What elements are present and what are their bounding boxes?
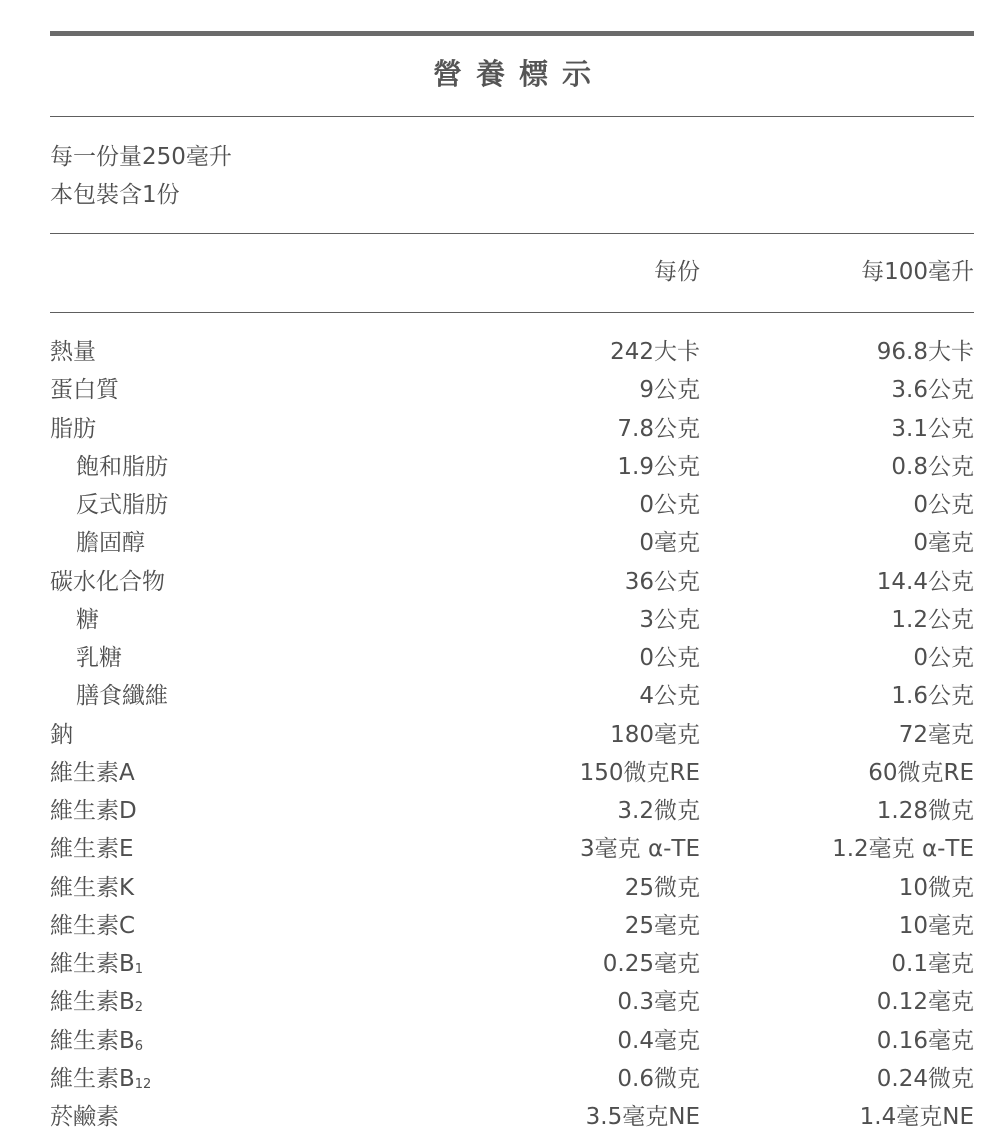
value-per-serving: 0公克 — [639, 645, 700, 671]
nutrient-row — [50, 754, 974, 792]
value-per-100ml: 0.8公克 — [891, 453, 974, 480]
nutrient-label — [50, 983, 143, 1025]
column-header-per-100ml: 每100毫升 — [861, 259, 974, 285]
servings-per-pack: 本包裝含1份 — [50, 182, 180, 208]
value-per-100ml: 10毫克 — [898, 912, 974, 939]
value-per-serving: 3.5毫克NE — [585, 1104, 700, 1130]
value-per-100ml: 1.28微克 — [876, 798, 974, 824]
value-per-100ml: 0.24微克 — [876, 1065, 974, 1092]
nutrient-label — [50, 869, 134, 907]
value-per-serving: 25毫克 — [624, 912, 700, 939]
nutrition-facts-panel — [50, 0, 974, 1138]
nutrient-label-text: 維生素K — [50, 874, 135, 901]
nutrient-label-text: 維生素B — [50, 951, 135, 977]
nutrient-label — [76, 524, 145, 562]
nutrient-label — [50, 907, 135, 945]
nutrient-row — [50, 830, 974, 868]
value-per-100ml: 0.1毫克 — [891, 951, 974, 977]
nutrient-row — [50, 716, 974, 754]
nutrient-label — [50, 830, 134, 868]
nutrient-row — [50, 448, 974, 486]
nutrient-label-text: 鈉 — [50, 721, 73, 748]
panel-title: 營養標示 — [432, 57, 605, 91]
value-per-serving: 9公克 — [639, 377, 700, 404]
value-per-serving: 0.4毫克 — [617, 1027, 700, 1054]
nutrient-row — [50, 1022, 974, 1060]
value-per-100ml: 0.16毫克 — [876, 1027, 974, 1054]
value-per-serving: 3公克 — [639, 606, 700, 633]
value-per-serving: 3.2微克 — [617, 798, 700, 824]
top-thick-rule — [50, 31, 974, 36]
nutrient-label-text: 維生素A — [50, 759, 135, 786]
nutrient-label-text: 飽和脂肪 — [76, 453, 168, 480]
nutrient-label-text: 維生素D — [50, 798, 137, 824]
nutrient-label-text: 維生素E — [50, 836, 134, 863]
divider-header — [50, 312, 974, 313]
nutrient-row — [50, 1098, 974, 1136]
value-per-serving: 25微克 — [624, 874, 700, 901]
value-per-serving: 3毫克 α-TE — [580, 836, 700, 863]
nutrient-row — [50, 869, 974, 907]
nutrient-label-subscript: 12 — [134, 1076, 152, 1092]
nutrient-label — [76, 677, 168, 715]
nutrient-label-text: 維生素B — [50, 1065, 135, 1092]
nutrient-row — [50, 524, 974, 562]
nutrient-label — [50, 792, 137, 830]
value-per-100ml: 1.2毫克 α-TE — [832, 836, 974, 863]
nutrient-label — [76, 486, 168, 524]
value-per-serving: 0.3毫克 — [617, 989, 700, 1016]
nutrient-label-text: 膳食纖維 — [76, 683, 168, 710]
nutrient-row — [50, 945, 974, 983]
nutrient-row — [50, 677, 974, 715]
value-per-100ml: 72毫克 — [898, 721, 974, 748]
nutrient-label — [50, 754, 135, 792]
nutrient-label — [50, 410, 96, 448]
nutrient-label-subscript: 2 — [134, 1000, 144, 1016]
nutrient-label-text: 碳水化合物 — [50, 568, 165, 595]
value-per-100ml: 10微克 — [898, 874, 974, 901]
value-per-100ml: 3.1公克 — [891, 415, 974, 442]
nutrient-label — [76, 448, 168, 486]
nutrient-row — [50, 410, 974, 448]
nutrient-label — [76, 601, 99, 639]
nutrient-row — [50, 563, 974, 601]
nutrient-row — [50, 371, 974, 409]
value-per-serving: 180毫克 — [610, 721, 700, 748]
nutrient-label-text: 維生素B — [50, 989, 135, 1016]
value-per-serving: 242大卡 — [610, 339, 700, 365]
value-per-serving: 7.8公克 — [617, 415, 700, 442]
nutrient-label-text: 糖 — [76, 606, 99, 633]
divider-title — [50, 116, 974, 117]
nutrient-label-text: 菸鹼素 — [50, 1104, 119, 1130]
nutrient-table — [50, 333, 974, 1136]
nutrient-label — [50, 1060, 151, 1102]
column-header-per-serving: 每份 — [654, 259, 700, 285]
value-per-100ml: 14.4公克 — [876, 568, 974, 595]
nutrient-row — [50, 792, 974, 830]
nutrient-label — [50, 945, 143, 987]
value-per-serving: 36公克 — [624, 568, 700, 595]
value-per-100ml: 3.6公克 — [891, 377, 974, 404]
divider-serving — [50, 233, 974, 234]
nutrient-row — [50, 983, 974, 1021]
nutrient-row — [50, 1060, 974, 1098]
nutrient-label — [76, 639, 122, 677]
value-per-serving: 0毫克 — [639, 530, 700, 557]
serving-size: 每一份量250毫升 — [50, 144, 232, 170]
nutrient-label-text: 維生素C — [50, 912, 136, 939]
nutrient-row — [50, 333, 974, 371]
nutrient-label-text: 反式脂肪 — [76, 492, 168, 518]
nutrient-label-text: 乳糖 — [76, 645, 122, 671]
nutrient-label — [50, 371, 119, 409]
nutrient-label — [50, 333, 96, 371]
nutrient-row — [50, 601, 974, 639]
value-per-100ml: 0公克 — [913, 492, 974, 518]
nutrient-label-text: 熱量 — [50, 339, 96, 365]
value-per-serving: 150微克RE — [579, 759, 700, 786]
value-per-100ml: 1.4毫克NE — [859, 1104, 974, 1130]
nutrient-label-text: 膽固醇 — [76, 530, 145, 557]
value-per-serving: 1.9公克 — [617, 453, 700, 480]
value-per-100ml: 1.2公克 — [891, 606, 974, 633]
value-per-100ml: 60微克RE — [868, 759, 974, 786]
nutrient-label-subscript: 1 — [134, 962, 144, 977]
value-per-100ml: 0.12毫克 — [876, 989, 974, 1016]
nutrient-row — [50, 486, 974, 524]
value-per-100ml: 1.6公克 — [891, 683, 974, 710]
value-per-100ml: 96.8大卡 — [876, 339, 974, 365]
nutrient-label — [50, 563, 165, 601]
value-per-100ml: 0毫克 — [913, 530, 974, 557]
value-per-serving: 4公克 — [639, 683, 700, 710]
value-per-serving: 0公克 — [639, 492, 700, 518]
nutrient-label-text: 蛋白質 — [50, 377, 119, 404]
nutrient-label — [50, 1098, 119, 1136]
nutrient-label-text: 脂肪 — [50, 415, 96, 442]
nutrient-row — [50, 907, 974, 945]
nutrient-label-text: 維生素B — [50, 1027, 135, 1054]
nutrient-label — [50, 1022, 143, 1064]
value-per-100ml: 0公克 — [913, 645, 974, 671]
nutrient-label-subscript: 6 — [134, 1038, 144, 1054]
nutrient-row — [50, 639, 974, 677]
nutrient-label — [50, 716, 73, 754]
value-per-serving: 0.6微克 — [617, 1065, 700, 1092]
value-per-serving: 0.25毫克 — [602, 951, 700, 977]
